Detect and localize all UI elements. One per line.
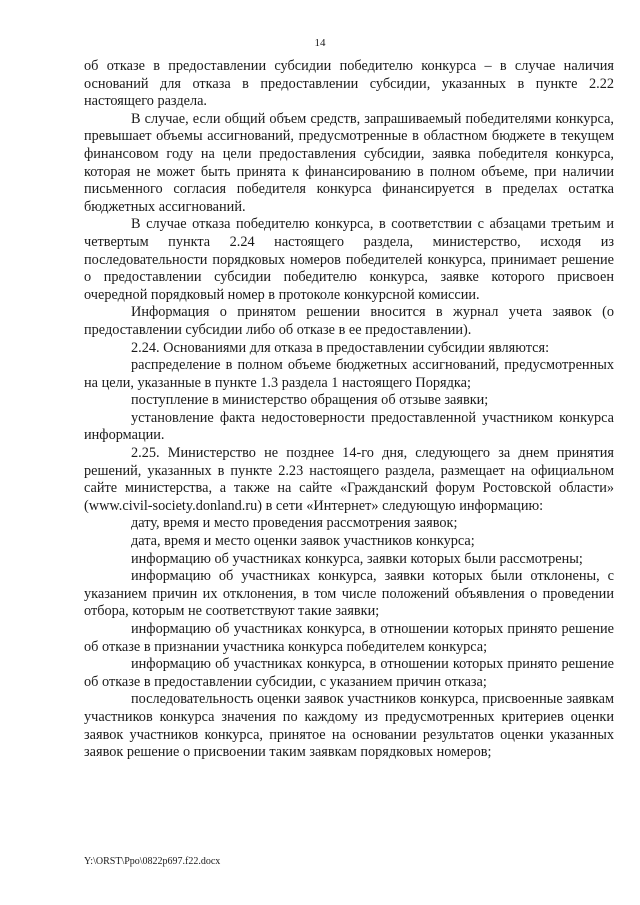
document-body	[84, 58, 614, 762]
paragraph: Информация о принятом решении вносится в журнал учета заявок (о предоставлении субсидии либо об отказе в ее предоставлении).	[84, 304, 614, 338]
paragraph: информацию об участниках конкурса, в отношении которых принято решение об отказе в признании участника конкурса победителем конкурса;	[84, 621, 614, 655]
file-path-footer: Y:\ORST\Ppo\0822p697.f22.docx	[84, 856, 221, 867]
paragraph: информацию об участниках конкурса, заявки которых были отклонены, с указанием причин их отклонения, в том числе положений объявления о проведении отбора, которым не соответствуют такие заявки;	[84, 568, 614, 620]
paragraph: информацию об участниках конкурса, в отношении которых принято решение об отказе в предоставлении субсидии, с указанием причин отказа;	[84, 656, 614, 690]
paragraph: установление факта недостоверности предоставленной участником конкурса информации.	[84, 409, 614, 444]
paragraph: дату, время и место проведения рассмотрения заявок;	[131, 515, 458, 532]
paragraph: В случае отказа победителю конкурса, в соответствии с абзацами третьим и четвертым пункта 2.24 настоящего раздела, министерство, исходя из последовательности порядковых номеров победителей конкурса, принимает решение о предоставлении субсидии победителю конкурса, заявке которого присвоен очередной порядковый номер в протоколе конкурсной комиссии.	[84, 216, 614, 303]
paragraph: информацию об участниках конкурса, заявки которых были рассмотрены;	[131, 550, 583, 567]
paragraph: 2.25. Министерство не позднее 14-го дня, следующего за днем принятия решений, указанных в пункте 2.23 настоящего раздела, размещает на официальном сайте министерства, а также на сайте «Гражданский форум Ростовской области» (www.civil-society.donland.ru) в сети «Интернет» следующую информацию:	[84, 445, 614, 514]
paragraph: В случае, если общий объем средств, запрашиваемый победителями конкурса, превышает объемы ассигнований, предусмотренные в областном бюджете в текущем финансовом году на цели предоставления субсидии, заявка победителя конкурса, которая не может быть принята к финансированию в полном объеме, при наличии письменного согласия победителя конкурса финансируется в пределах остатка бюджетных ассигнований.	[84, 110, 614, 215]
paragraph: распределение в полном объеме бюджетных ассигнований, предусмотренных на цели, указанные в пункте 1.3 раздела 1 настоящего Порядка;	[84, 357, 614, 391]
paragraph: дата, время и место оценки заявок участников конкурса;	[131, 533, 475, 550]
paragraph: поступление в министерство обращения об отзыве заявки;	[131, 392, 489, 409]
paragraph: 2.24. Основаниями для отказа в предоставлении субсидии являются:	[131, 339, 550, 356]
paragraph: об отказе в предоставлении субсидии победителю конкурса – в случае наличия оснований для отказа в предоставлении субсидии, указанных в пункте 2.22 настоящего раздела.	[84, 58, 614, 110]
page-number: 14	[314, 37, 326, 49]
paragraph: последовательность оценки заявок участников конкурса, присвоенные заявкам участников конкурса значения по каждому из предусмотренных критериев оценки заявок участников конкурса, принятое на основании результатов оценки указанных заявок решение о присвоении таким заявкам порядковых номеров;	[84, 691, 614, 761]
